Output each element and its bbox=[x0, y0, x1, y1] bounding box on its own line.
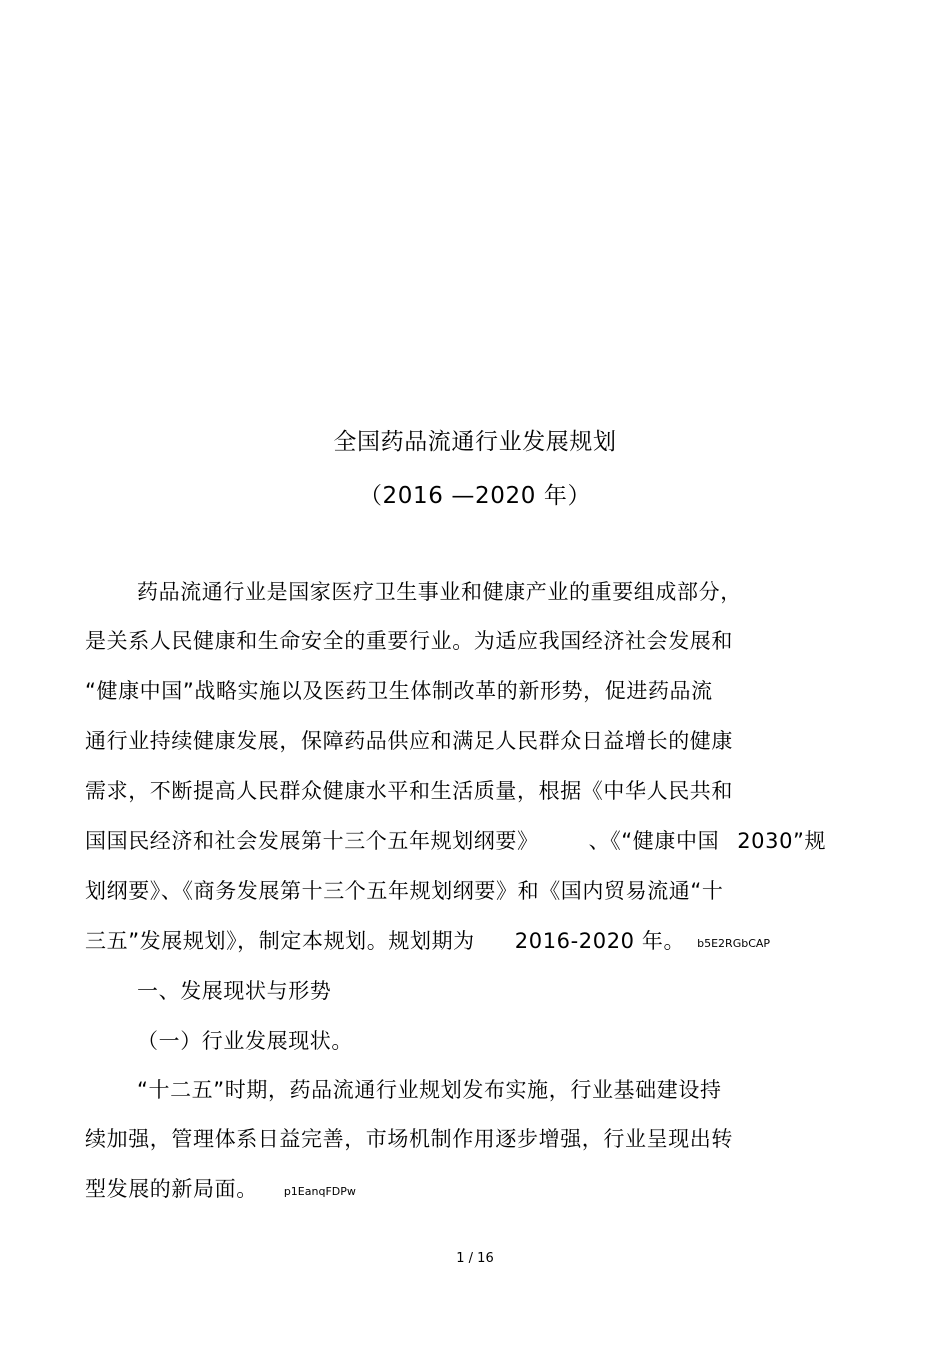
paragraph-line: 需求，不断提高人民群众健康水平和生活质量，根据《中华人民共和 bbox=[85, 779, 733, 803]
text-segment: 国国民经济和社会发展第十三个五年规划纲要》 bbox=[85, 829, 539, 853]
document-title: 全国药品流通行业发展规划 bbox=[333, 429, 617, 455]
subsection-heading: （一）行业发展现状。 bbox=[137, 1029, 353, 1053]
doc-tag: p1EanqFDPw bbox=[283, 1185, 356, 1198]
paragraph-line: 续加强，管理体系日益完善，市场机制作用逐步增强，行业呈现出转 bbox=[85, 1127, 733, 1151]
page-number: 1 / 16 bbox=[456, 1251, 494, 1266]
doc-tag: b5E2RGbCAP bbox=[697, 937, 771, 950]
paragraph-line bbox=[85, 927, 770, 958]
paragraph-line: “十二五”时期，药品流通行业规划发布实施，行业基础建设持 bbox=[137, 1078, 722, 1102]
text-segment: 型发展的新局面。 bbox=[85, 1177, 258, 1201]
text-segment: 2030”规 bbox=[737, 829, 827, 853]
paragraph-line: “健康中国”战略实施以及医药卫生体制改革的新形势，促进药品流 bbox=[85, 679, 713, 703]
text-segment: 、《“健康中国 bbox=[588, 829, 720, 853]
paragraph-line bbox=[85, 1175, 356, 1206]
document-subtitle: （2016 —2020 年） bbox=[358, 483, 592, 509]
text-segment: 2016-2020 年。 bbox=[514, 929, 686, 953]
paragraph-line bbox=[85, 827, 826, 855]
paragraph-line: 药品流通行业是国家医疗卫生事业和健康产业的重要组成部分， bbox=[137, 580, 742, 604]
paragraph-line: 是关系人民健康和生命安全的重要行业。为适应我国经济社会发展和 bbox=[85, 629, 733, 653]
section-heading: 一、发展现状与形势 bbox=[137, 979, 332, 1003]
paragraph-line: 通行业持续健康发展，保障药品供应和满足人民群众日益增长的健康 bbox=[85, 729, 733, 753]
paragraph-line: 划纲要》、《商务发展第十三个五年规划纲要》和《国内贸易流通“十 bbox=[85, 879, 724, 903]
text-segment: 三五”发展规划》，制定本规划。规划期为 bbox=[85, 929, 475, 953]
